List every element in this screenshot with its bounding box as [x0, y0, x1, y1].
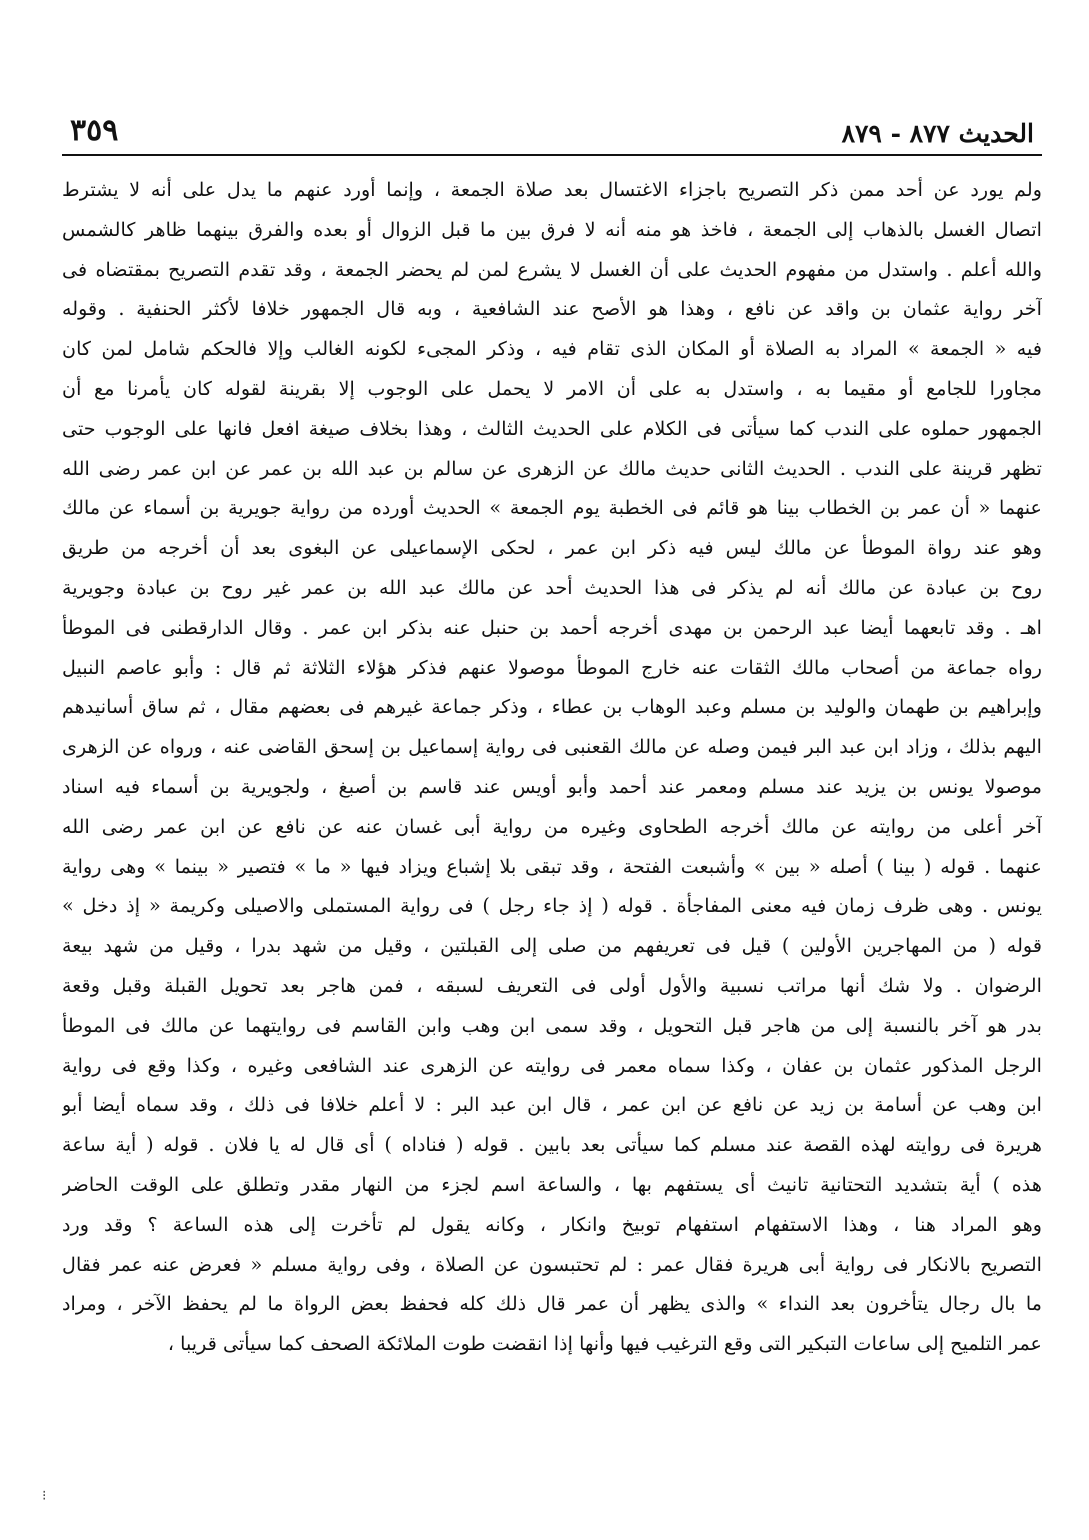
- text-line: هذه ) أية بتشديد التحتانية تانيث أى يستفهم بها ، والساعة اسم لجزء من النهار مقدر وتطلق على الوقت الحاضر: [62, 1172, 1042, 1196]
- text-line: عمر التلميح إلى ساعات التبكير التى وقع الترغيب فيها وأنها إذا انقضت طوت الملائكة الصحف كما سيأتى قريبا ،: [167, 1332, 1042, 1356]
- text-line: وإبراهيم بن طهمان والوليد بن مسلم وعبد الوهاب بن عطاء ، وذكر جماعة غيرهم فى بعضهم مقال ، ثم ساق أسانيدهم: [62, 695, 1042, 719]
- margin-mark: ⁝: [42, 1488, 47, 1504]
- text-line: اليهم بذلك ، وزاد ابن عبد البر فيمن وصله عن مالك القعنبى فى رواية إسماعيل بن إسحق القاضى عنه ، ورواه عن الزهرى: [62, 735, 1042, 759]
- text-line: ولم يورد عن أحد ممن ذكر التصريح باجزاء الاغتسال بعد صلاة الجمعة ، وإنما أورد عنهم ما يدل على أنه لا يشترط: [62, 178, 1042, 201]
- text-line: وهو المراد هنا ، وهذا الاستفهام استفهام توبيخ وانكار ، وكانه يقول لم تأخرت إلى هذه الساعة ؟ وقد ورد: [62, 1212, 1042, 1236]
- text-line: قوله ( من المهاجرين الأولين ) قيل فى تعريفهم من صلى إلى القبلتين ، وقيل من شهد بدرا ، وقيل من شهد بيعة: [62, 934, 1042, 958]
- text-line: يونس . وهى ظرف زمان فيه معنى المفاجأة . قوله ( إذ جاء رجل ) فى رواية المستملى والاصيلى وكريمة « إذ دخل »: [62, 894, 1042, 918]
- text-line: عنهما « أن عمر بن الخطاب بينا هو قائم فى الخطبة يوم الجمعة » الحديث أورده من رواية جويرية بن أسماء عن مالك: [62, 496, 1042, 520]
- text-line: الرجل المذكور عثمان بن عفان ، وكذا سماه معمر فى روايته عن الزهرى عند الشافعى وغيره ، وكذا وقع فى رواية: [62, 1053, 1042, 1077]
- text-line: ابن وهب عن أسامة بن زيد عن نافع عن ابن عمر ، قال ابن عبد البر : لا أعلم خلافا فى ذلك ، وقد سماه أيضا أبو: [62, 1093, 1042, 1117]
- page-number: ٣٥٩: [70, 113, 119, 148]
- text-line: الجمهور حملوه على الندب كما سيأتى فى الكلام على الحديث الثالث ، وهذا بخلاف صيغة افعل فانها على الوجوب حتى: [62, 416, 1042, 440]
- text-line: موصولا يونس بن يزيد عند مسلم ومعمر عند أحمد وأبو أويس عند قاسم بن أصبغ ، ولجويرية بن أسماء فيه اسناد: [62, 774, 1042, 798]
- text-line: التصريح بالانكار فى رواية أبى هريرة فقال عمر : لم تحتبسون عن الصلاة ، وفى رواية مسلم « فعرض عنه عمر فقال: [62, 1252, 1042, 1276]
- text-line: عنهما . قوله ( بينا ) أصله « بين » وأشبعت الفتحة ، وقد تبقى بلا إشباع ويزاد فيها « ما » فتصير « بينما » وهى رواية: [62, 854, 1042, 878]
- text-line: مجاورا للجامع أو مقيما به ، واستدل به على أن الامر لا يحمل على الوجوب إلا بقرينة لقوله كان يأمرنا مع أن: [62, 376, 1042, 400]
- body-text: [62, 170, 1042, 1364]
- text-line: آخر أعلى من روايته عن مالك أخرجه الطحاوى وغيره من رواية أبى غسان عنه عن نافع عن ابن عمر رضى الله: [62, 814, 1042, 838]
- text-line: الرضوان . ولا شك أنها مراتب نسبية والأول أولى فى التعريف لسبقه ، فمن هاجر بعد تحويل القبلة وقبل وقعة: [62, 973, 1042, 997]
- text-line: روح بن عبادة عن مالك أنه لم يذكر فى هذا الحديث أحد عن مالك عبد الله بن عمر غير روح بن عبادة وجويرية: [62, 575, 1042, 599]
- text-line: والله أعلم . واستدل من مفهوم الحديث على أن الغسل لا يشرع لمن لم يحضر الجمعة ، وقد تقدم التصريح بمقتضاه فى: [62, 257, 1042, 281]
- header-title: الحديث ٨٧٧ - ٨٧٩: [841, 119, 1034, 148]
- text-line: آخر رواية عثمان بن واقد عن نافع ، وهذا هو الأصح عند الشافعية ، وبه قال الجمهور خلافا لأكثر الحنفية . وقوله: [62, 297, 1042, 321]
- text-line: فيه « الجمعة » المراد به الصلاة أو المكان الذى تقام فيه ، وذكر المجىء لكونه الغالب وإلا فالحكم شامل لمن كان: [62, 337, 1042, 361]
- running-header: [62, 110, 1042, 156]
- text-line: اهـ . وقد تابعهما أيضا عبد الرحمن بن مهدى أخرجه أحمد بن حنبل عنه بذكر ابن عمر . وقال الدارقطنى فى الموطأ: [62, 615, 1042, 639]
- text-line: بدر هو آخر بالنسبة إلى من هاجر قبل التحويل ، وقد سمى ابن وهب وابن القاسم فى روايتهما عن مالك فى الموطأ: [62, 1013, 1042, 1037]
- book-page: [62, 110, 1042, 1364]
- text-line: هريرة فى روايته لهذه القصة عند مسلم كما سيأتى بعد بابين . قوله ( فناداه ) أى قال له يا فلان . قوله ( أية ساعة: [62, 1133, 1042, 1157]
- text-line: تظهر قرينة على الندب . الحديث الثانى حديث مالك عن الزهرى عن سالم بن عبد الله بن عمر عن ابن عمر رضى الله: [62, 456, 1042, 480]
- text-line: رواه جماعة من أصحاب مالك الثقات عنه خارج الموطأ موصولا عنهم فذكر هؤلاء الثلاثة ثم قال : وأبو عاصم النبيل: [62, 655, 1042, 679]
- text-line: ما بال رجال يتأخرون بعد النداء » والذى يظهر أن عمر قال ذلك كله فحفظ بعض الرواة ما لم يحفظ الآخر ، ومراد: [62, 1292, 1042, 1316]
- text-line: اتصال الغسل بالذهاب إلى الجمعة ، فاخذ هو منه أنه لا فرق بين ما قبل الزوال أو بعده والفرق بينهما ظاهر كالشمس: [62, 217, 1042, 241]
- text-line: وهو عند رواة الموطأ عن مالك ليس فيه ذكر ابن عمر ، لحكى الإسماعيلى عن البغوى بعد أن أخرجه من طريق: [62, 536, 1042, 560]
